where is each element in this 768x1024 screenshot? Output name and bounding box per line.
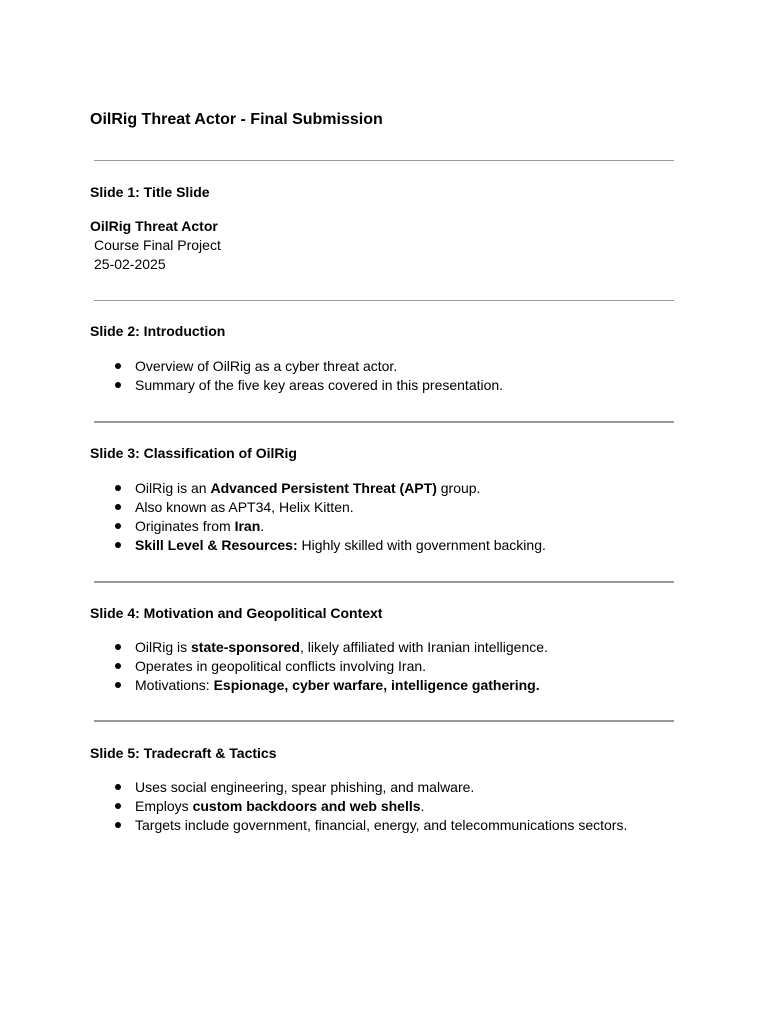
slide-1-date: 25-02-2025 bbox=[94, 256, 166, 272]
divider bbox=[94, 421, 674, 423]
bullet-text: Highly skilled with government backing. bbox=[297, 537, 546, 553]
bullet-item bbox=[113, 498, 546, 517]
slide-2-bullets bbox=[113, 357, 503, 395]
divider bbox=[94, 300, 674, 301]
bullet-dot-icon bbox=[115, 363, 121, 369]
bullet-dot-icon bbox=[115, 542, 121, 548]
document-title: OilRig Threat Actor - Final Submission bbox=[90, 111, 383, 128]
bullet-text: . bbox=[420, 798, 425, 814]
slide-5-heading: Slide 5: Tradecraft & Tactics bbox=[90, 745, 277, 761]
bullet-bold-text: state-sponsored bbox=[191, 639, 300, 655]
slide-3-heading: Slide 3: Classification of OilRig bbox=[90, 445, 297, 461]
slide-1-title: OilRig Threat Actor bbox=[90, 218, 218, 234]
bullet-dot-icon bbox=[115, 663, 121, 669]
bullet-text: OilRig is bbox=[135, 639, 192, 655]
bullet-text: group. bbox=[436, 480, 481, 496]
slide-3-bullets bbox=[113, 479, 546, 555]
bullet-bold-text: Espionage, cyber warfare, intelligence gathering. bbox=[213, 677, 540, 693]
bullet-text: Overview of OilRig as a cyber threat actor. bbox=[135, 358, 398, 374]
bullet-item bbox=[113, 657, 548, 676]
slide-1-subtitle: Course Final Project bbox=[94, 237, 221, 253]
bullet-dot-icon bbox=[115, 523, 121, 529]
bullet-text: Summary of the five key areas covered in this presentation. bbox=[135, 377, 504, 393]
bullet-dot-icon bbox=[115, 822, 121, 828]
slide-2-heading: Slide 2: Introduction bbox=[90, 323, 226, 339]
bullet-item bbox=[113, 479, 546, 498]
bullet-bold-text: Iran bbox=[234, 518, 261, 534]
bullet-text: , likely affiliated with Iranian intelligence. bbox=[299, 639, 548, 655]
bullet-dot-icon bbox=[115, 784, 121, 790]
bullet-bold-text: custom backdoors and web shells bbox=[192, 798, 421, 814]
bullet-item bbox=[113, 816, 627, 835]
slide-5-bullets bbox=[113, 778, 627, 835]
bullet-bold-text: Skill Level & Resources: bbox=[135, 537, 298, 553]
bullet-dot-icon bbox=[115, 504, 121, 510]
slide-1-heading: Slide 1: Title Slide bbox=[90, 184, 210, 200]
bullet-dot-icon bbox=[115, 682, 121, 688]
bullet-text: . bbox=[260, 518, 265, 534]
bullet-text: Uses social engineering, spear phishing, and malware. bbox=[135, 779, 475, 795]
bullet-dot-icon bbox=[115, 485, 121, 491]
bullet-item bbox=[113, 638, 548, 657]
bullet-item bbox=[113, 357, 503, 376]
bullet-text: Employs bbox=[135, 798, 193, 814]
slide-4-bullets bbox=[113, 638, 548, 695]
bullet-text: Also known as APT34, Helix Kitten. bbox=[135, 499, 354, 515]
bullet-text: Motivations: bbox=[135, 677, 214, 693]
bullet-item bbox=[113, 376, 503, 395]
bullet-text: Originates from bbox=[135, 518, 235, 534]
bullet-item bbox=[113, 676, 548, 695]
bullet-dot-icon bbox=[115, 644, 121, 650]
bullet-dot-icon bbox=[115, 382, 121, 388]
bullet-bold-text: Advanced Persistent Threat (APT) bbox=[210, 480, 437, 496]
divider bbox=[94, 720, 674, 722]
bullet-item bbox=[113, 517, 546, 536]
divider bbox=[94, 581, 674, 583]
bullet-item bbox=[113, 778, 627, 797]
bullet-text: OilRig is an bbox=[135, 480, 211, 496]
bullet-item bbox=[113, 797, 627, 816]
bullet-item bbox=[113, 536, 546, 555]
bullet-text: Targets include government, financial, energy, and telecommunications sectors. bbox=[135, 817, 628, 833]
slide-4-heading: Slide 4: Motivation and Geopolitical Context bbox=[90, 605, 383, 621]
divider bbox=[94, 160, 674, 161]
bullet-text: Operates in geopolitical conflicts involving Iran. bbox=[135, 658, 427, 674]
bullet-dot-icon bbox=[115, 803, 121, 809]
